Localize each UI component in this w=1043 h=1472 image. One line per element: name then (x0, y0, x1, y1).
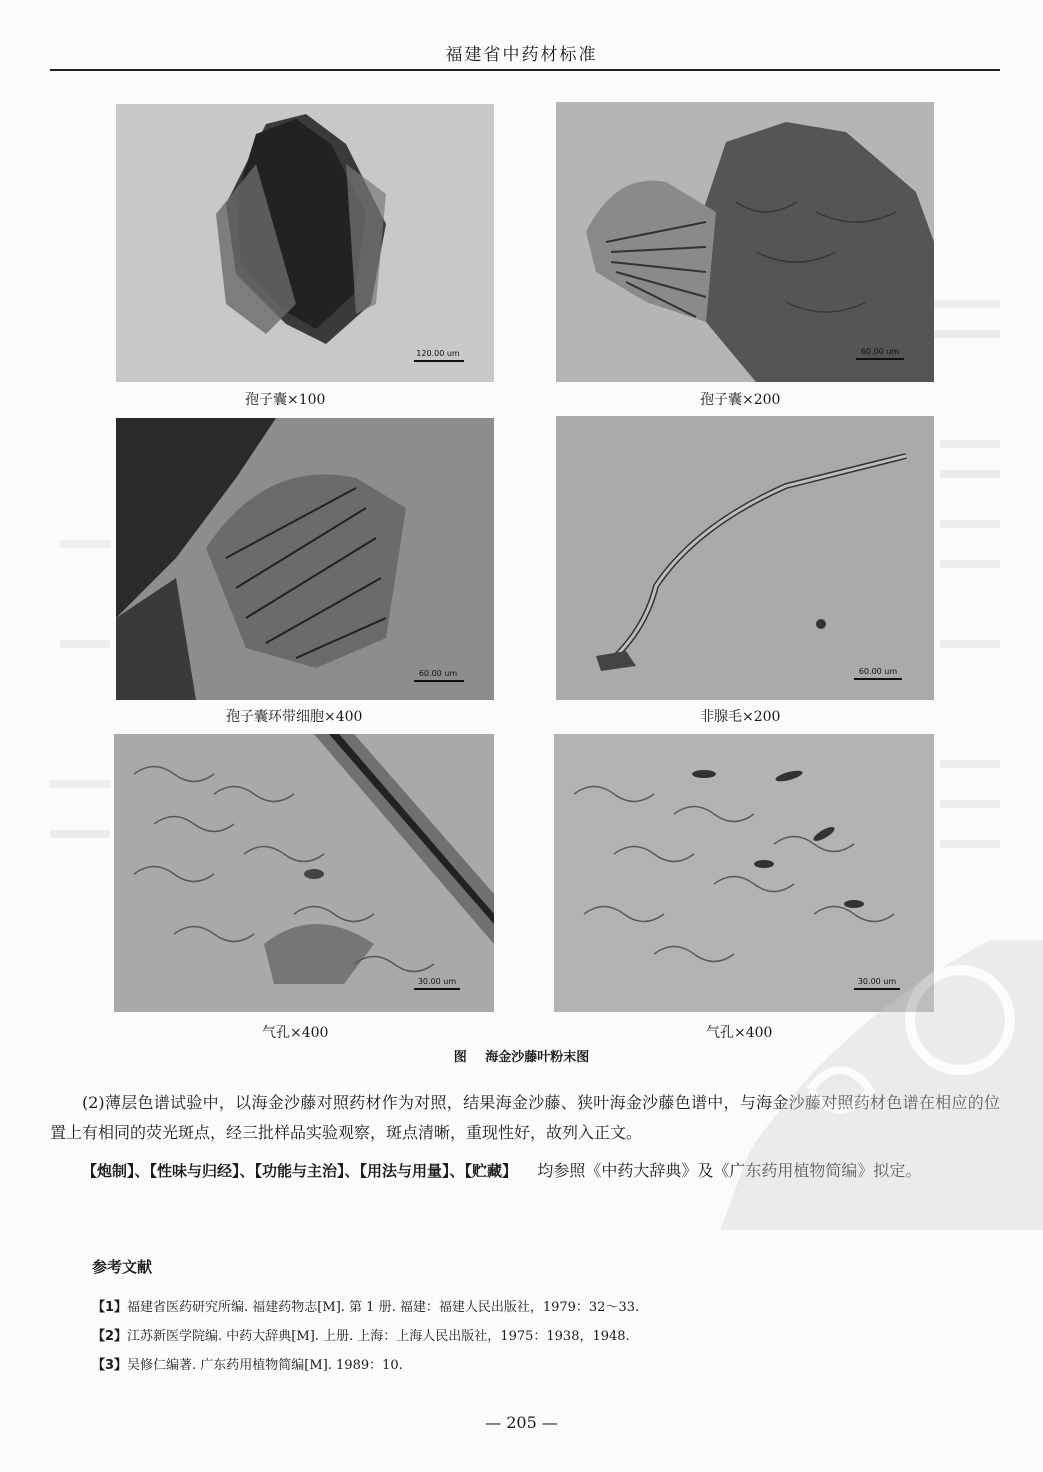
scalebar-label: 60.00 um (418, 669, 458, 678)
reference-text: 福建省医药研究所编. 福建药物志[M]. 第 1 册. 福建：福建人民出版社，1979：32～33. (127, 1300, 640, 1315)
micrograph-stomata-400-left (114, 734, 494, 1012)
micrograph-sporangium-100 (116, 104, 494, 382)
micrograph-annulus-cells-400 (116, 418, 494, 700)
reference-item (92, 1296, 639, 1315)
scalebar-label: 30.00 um (857, 977, 897, 986)
references-title: 参考文献 (92, 1258, 153, 1276)
section-labels: 【炮制】、【性味与归经】、【功能与主治】、【用法与用量】、【贮藏】 (82, 1162, 518, 1180)
caption-annulus-cells-400: 孢子囊环带细胞×400 (226, 709, 363, 725)
running-header: 福建省中药材标准 (445, 45, 598, 65)
caption-stomata-400-left: 气孔×400 (262, 1025, 329, 1041)
reference-text: 江苏新医学院编. 中药大辞典[M]. 上册. 上海：上海人民出版社，1975：1938，1948. (127, 1329, 630, 1344)
figure-title: 图 海金沙藤叶粉末图 (453, 1050, 590, 1065)
micrograph-sporangium-200 (556, 102, 934, 382)
watermark-logo (690, 900, 1043, 1230)
reference-number: 【3】 (92, 1358, 128, 1373)
page-number: — 205 — (485, 1413, 558, 1432)
reference-text: 吴修仁编著. 广东药用植物简编[M]. 1989：10. (127, 1358, 403, 1373)
caption-sporangium-100: 孢子囊×100 (245, 392, 326, 408)
reference-item (92, 1325, 630, 1344)
reference-number: 【2】 (92, 1329, 128, 1344)
caption-non-glandular-hair-200: 非腺毛×200 (700, 709, 781, 725)
reference-number: 【1】 (92, 1300, 128, 1315)
scalebar-label: 30.00 um (417, 977, 457, 986)
scalebar-label: 60.00 um (858, 667, 898, 676)
scalebar-label: 120.00 um (416, 349, 460, 358)
paragraph-tlc: (2)薄层色谱试验中，以海金沙藤对照药材作为对照，结果海金沙藤、狭叶海金沙藤色谱中，与海金沙藤对照药材色谱在相应的位置上有相同的荧光斑点，经三批样品实验观察，斑点清晰，重现性好，故列入正文。 (50, 1093, 1000, 1142)
caption-stomata-400-right: 气孔×400 (706, 1025, 773, 1041)
header-rule (50, 69, 1000, 71)
micrograph-non-glandular-hair-200 (556, 416, 934, 700)
section-labels-text: 均参照《中药大辞典》及《广东药用植物简编》拟定。 (537, 1161, 922, 1180)
reference-item (92, 1354, 403, 1373)
scalebar-label: 60.00 um (860, 347, 900, 356)
caption-sporangium-200: 孢子囊×200 (700, 392, 781, 408)
